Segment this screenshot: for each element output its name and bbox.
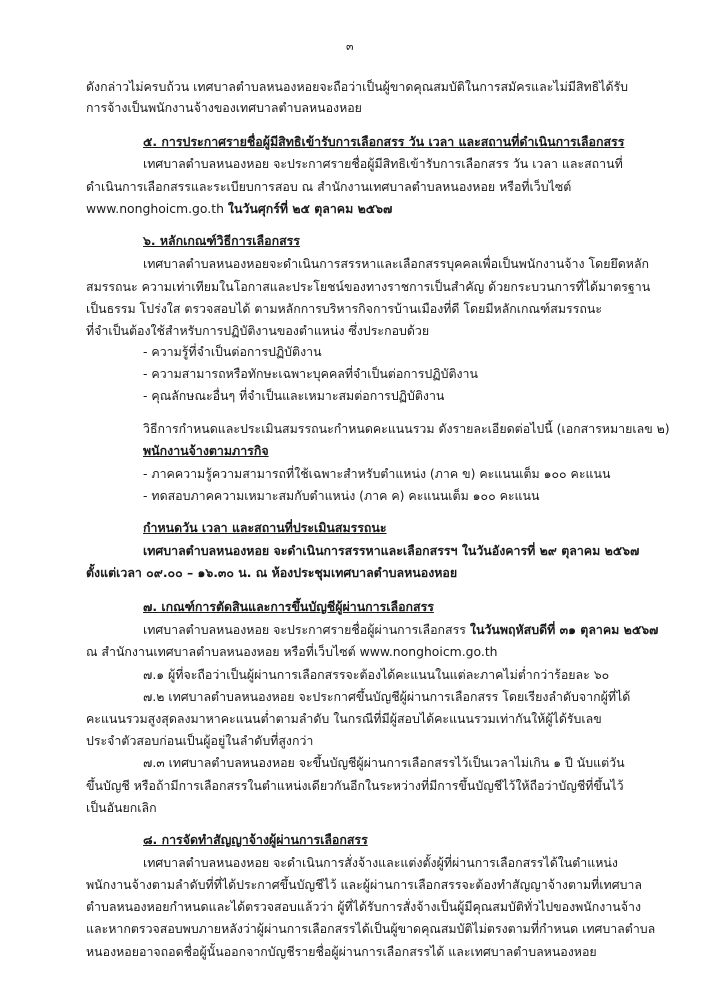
- assessment-schedule-heading: กำหนดวัน เวลา และสถานที่ประเมินสมรรถนะ: [143, 520, 387, 535]
- exam-part-c: - ทดสอบภาคความเหมาะสมกับตำแหน่ง (ภาค ค) คะแนนเต็ม ๑๐๐ คะแนน: [143, 488, 540, 503]
- competency-bullet: - ความรู้ที่จำเป็นต่อการปฏิบัติงาน: [143, 344, 322, 359]
- section-8-line-1: เทศบาลตำบลหนองหอย จะดำเนินการสั่งจ้างและแต่งตั้งผู้ที่ผ่านการเลือกสรรได้ในตำแหน่ง: [143, 855, 618, 870]
- section-8-line-5: หนองหอยอาจถอดชื่อผู้นั้นออกจากบัญชีรายชื่อผู้ผ่านการเลือกสรรได้ และเทศบาลตำบลหนองหอย: [86, 944, 597, 959]
- competency-bullet: - ความสามารถหรือทักษะเฉพาะบุคคลที่จำเป็นต่อการปฏิบัติงาน: [143, 366, 478, 381]
- criterion-7-3-line-2: ขึ้นบัญชี หรือถ้ามีการเลือกสรรในตำแหน่งเดียวกันอีกในระหว่างที่มีการขึ้นบัญชีไว้ให้ถือว่าบัญชีที่ขึ้นไว้: [86, 778, 624, 793]
- section-7-line-1: [143, 622, 658, 638]
- section-8-heading: ๘. การจัดทำสัญญาจ้างผู้ผ่านการเลือกสรร: [143, 832, 368, 847]
- section-8-line-4: และหากตรวจสอบพบภายหลังว่าผู้ผ่านการเลือกสรรได้เป็นผู้ขาดคุณสมบัติไม่ตรงตามที่กำหนด เทศบาลตำบล: [86, 921, 656, 936]
- criterion-7-2-line-2: คะแนนรวมสูงสุดลงมาหาคะแนนต่ำตามลำดับ ในกรณีที่มีผู้สอบได้คะแนนรวมเท่ากันให้ผู้ได้รับเลข: [86, 711, 602, 726]
- results-date: ในวันพฤหัสบดีที่ ๓๑ ตุลาคม ๒๕๖๗: [469, 622, 659, 637]
- criterion-7-1: ๗.๑ ผู้ที่จะถือว่าเป็นผู้ผ่านการเลือกสรรจะต้องได้คะแนนในแต่ละภาคไม่ต่ำกว่าร้อยละ ๖๐: [143, 667, 610, 682]
- section-5-line-2: ดำเนินการเลือกสรรและระเบียบการสอบ ณ สำนักงานเทศบาลตำบลหนองหอย หรือที่เว็บไซต์: [86, 179, 572, 194]
- section-6-para-line-1: เทศบาลตำบลหนองหอยจะดำเนินการสรรหาและเลือกสรรบุคคลเพื่อเป็นพนักงานจ้าง โดยยึดหลัก: [143, 256, 650, 271]
- section-5-heading: ๕. การประกาศรายชื่อผู้มีสิทธิเข้ารับการเลือกสรร วัน เวลา และสถานที่ดำเนินการเลือกสรร: [143, 134, 625, 149]
- section-5-line-1: เทศบาลตำบลหนองหอย จะประกาศรายชื่อผู้มีสิทธิเข้ารับการเลือกสรร วัน เวลา และสถานที่: [143, 156, 623, 171]
- section-5-line-3: [86, 201, 392, 217]
- section-7-line-1-text: เทศบาลตำบลหนองหอย จะประกาศรายชื่อผู้ผ่านการเลือกสรร: [143, 622, 466, 637]
- intro-line-2: การจ้างเป็นพนักงานจ้างของเทศบาลตำบลหนองหอย: [86, 100, 362, 115]
- method-line: วิธีการกำหนดและประเมินสมรรถนะกำหนดคะแนนรวม ดังรายละเอียดต่อไปนี้ (เอกสารหมายเลข ๒): [143, 421, 670, 436]
- criterion-7-2-line-3: ประจำตัวสอบก่อนเป็นผู้อยู่ในลำดับที่สูงกว่า: [86, 733, 314, 748]
- section-6-para-line-4: ที่จำเป็นต้องใช้สำหรับการปฏิบัติงานของตำแหน่ง ซึ่งประกอบด้วย: [86, 323, 430, 338]
- criterion-7-3-line-3: เป็นอันยกเลิก: [86, 800, 157, 815]
- section-8-line-3: ตำบลหนองหอยกำหนดและได้ตรวจสอบแล้วว่า ผู้ที่ได้รับการสั่งจ้างเป็นผู้มีคุณสมบัติทั่วไปของพนักงานจ้าง: [86, 899, 642, 914]
- intro-line-1: ดังกล่าวไม่ครบถ้วน เทศบาลตำบลหนองหอยจะถือว่าเป็นผู้ขาดคุณสมบัติในการสมัครและไม่มีสิทธิได้รับ: [86, 79, 629, 94]
- criterion-7-2-line-1: ๗.๒ เทศบาลตำบลหนองหอย จะประกาศขึ้นบัญชีผู้ผ่านการเลือกสรร โดยเรียงลำดับจากผู้ที่ได้: [143, 689, 631, 704]
- assessment-schedule-line-1: เทศบาลตำบลหนองหอย จะดำเนินการสรรหาและเลือกสรรฯ ในวันอังคารที่ ๒๙ ตุลาคม ๒๕๖๗: [143, 543, 640, 558]
- assessment-schedule-line-2: ตั้งแต่เวลา ๐๙.๐๐ – ๑๖.๓๐ น. ณ ห้องประชุมเทศบาลตำบลหนองหอย: [86, 565, 458, 580]
- mission-staff-heading: พนักงานจ้างตามภารกิจ: [143, 443, 269, 458]
- criterion-7-3-line-1: ๗.๓ เทศบาลตำบลหนองหอย จะขึ้นบัญชีผู้ผ่านการเลือกสรรไว้เป็นเวลาไม่เกิน ๑ ปี นับแต่วัน: [143, 755, 625, 770]
- page-number: ๓: [346, 40, 354, 53]
- website-url: www.nonghoicm.go.th: [86, 201, 224, 216]
- exam-part-b: - ภาคความรู้ความสามารถที่ใช้เฉพาะสำหรับตำแหน่ง (ภาค ข) คะแนนเต็ม ๑๐๐ คะแนน: [143, 466, 611, 481]
- section-6-para-line-2: สมรรถนะ ความเท่าเทียมในโอกาสและประโยชน์ของทางราชการเป็นสำคัญ ด้วยกระบวนการที่ได้มาตรฐาน: [86, 279, 651, 294]
- competency-bullet: - คุณลักษณะอื่นๆ ที่จำเป็นและเหมาะสมต่อการปฏิบัติงาน: [143, 388, 445, 403]
- section-6-para-line-3: เป็นธรรม โปร่งใส ตรวจสอบได้ ตามหลักการบริหารกิจการบ้านเมืองที่ดี โดยมีหลักเกณฑ์สมรรถนะ: [86, 301, 602, 316]
- section-7-heading: ๗. เกณฑ์การตัดสินและการขึ้นบัญชีผู้ผ่านการเลือกสรร: [143, 599, 434, 614]
- section-7-line-2: ณ สำนักงานเทศบาลตำบลหนองหอย หรือที่เว็บไซต์ www.nonghoicm.go.th: [86, 644, 498, 659]
- announce-date: ในวันศุกร์ที่ ๒๕ ตุลาคม ๒๕๖๗: [227, 201, 393, 216]
- section-6-heading: ๖. หลักเกณฑ์วิธีการเลือกสรร: [143, 233, 300, 248]
- section-8-line-2: พนักงานจ้างตามลำดับที่ที่ได้ประกาศขึ้นบัญชีไว้ และผู้ผ่านการเลือกสรรจะต้องทำสัญญาจ้างตามที่เทศบาล: [86, 877, 642, 892]
